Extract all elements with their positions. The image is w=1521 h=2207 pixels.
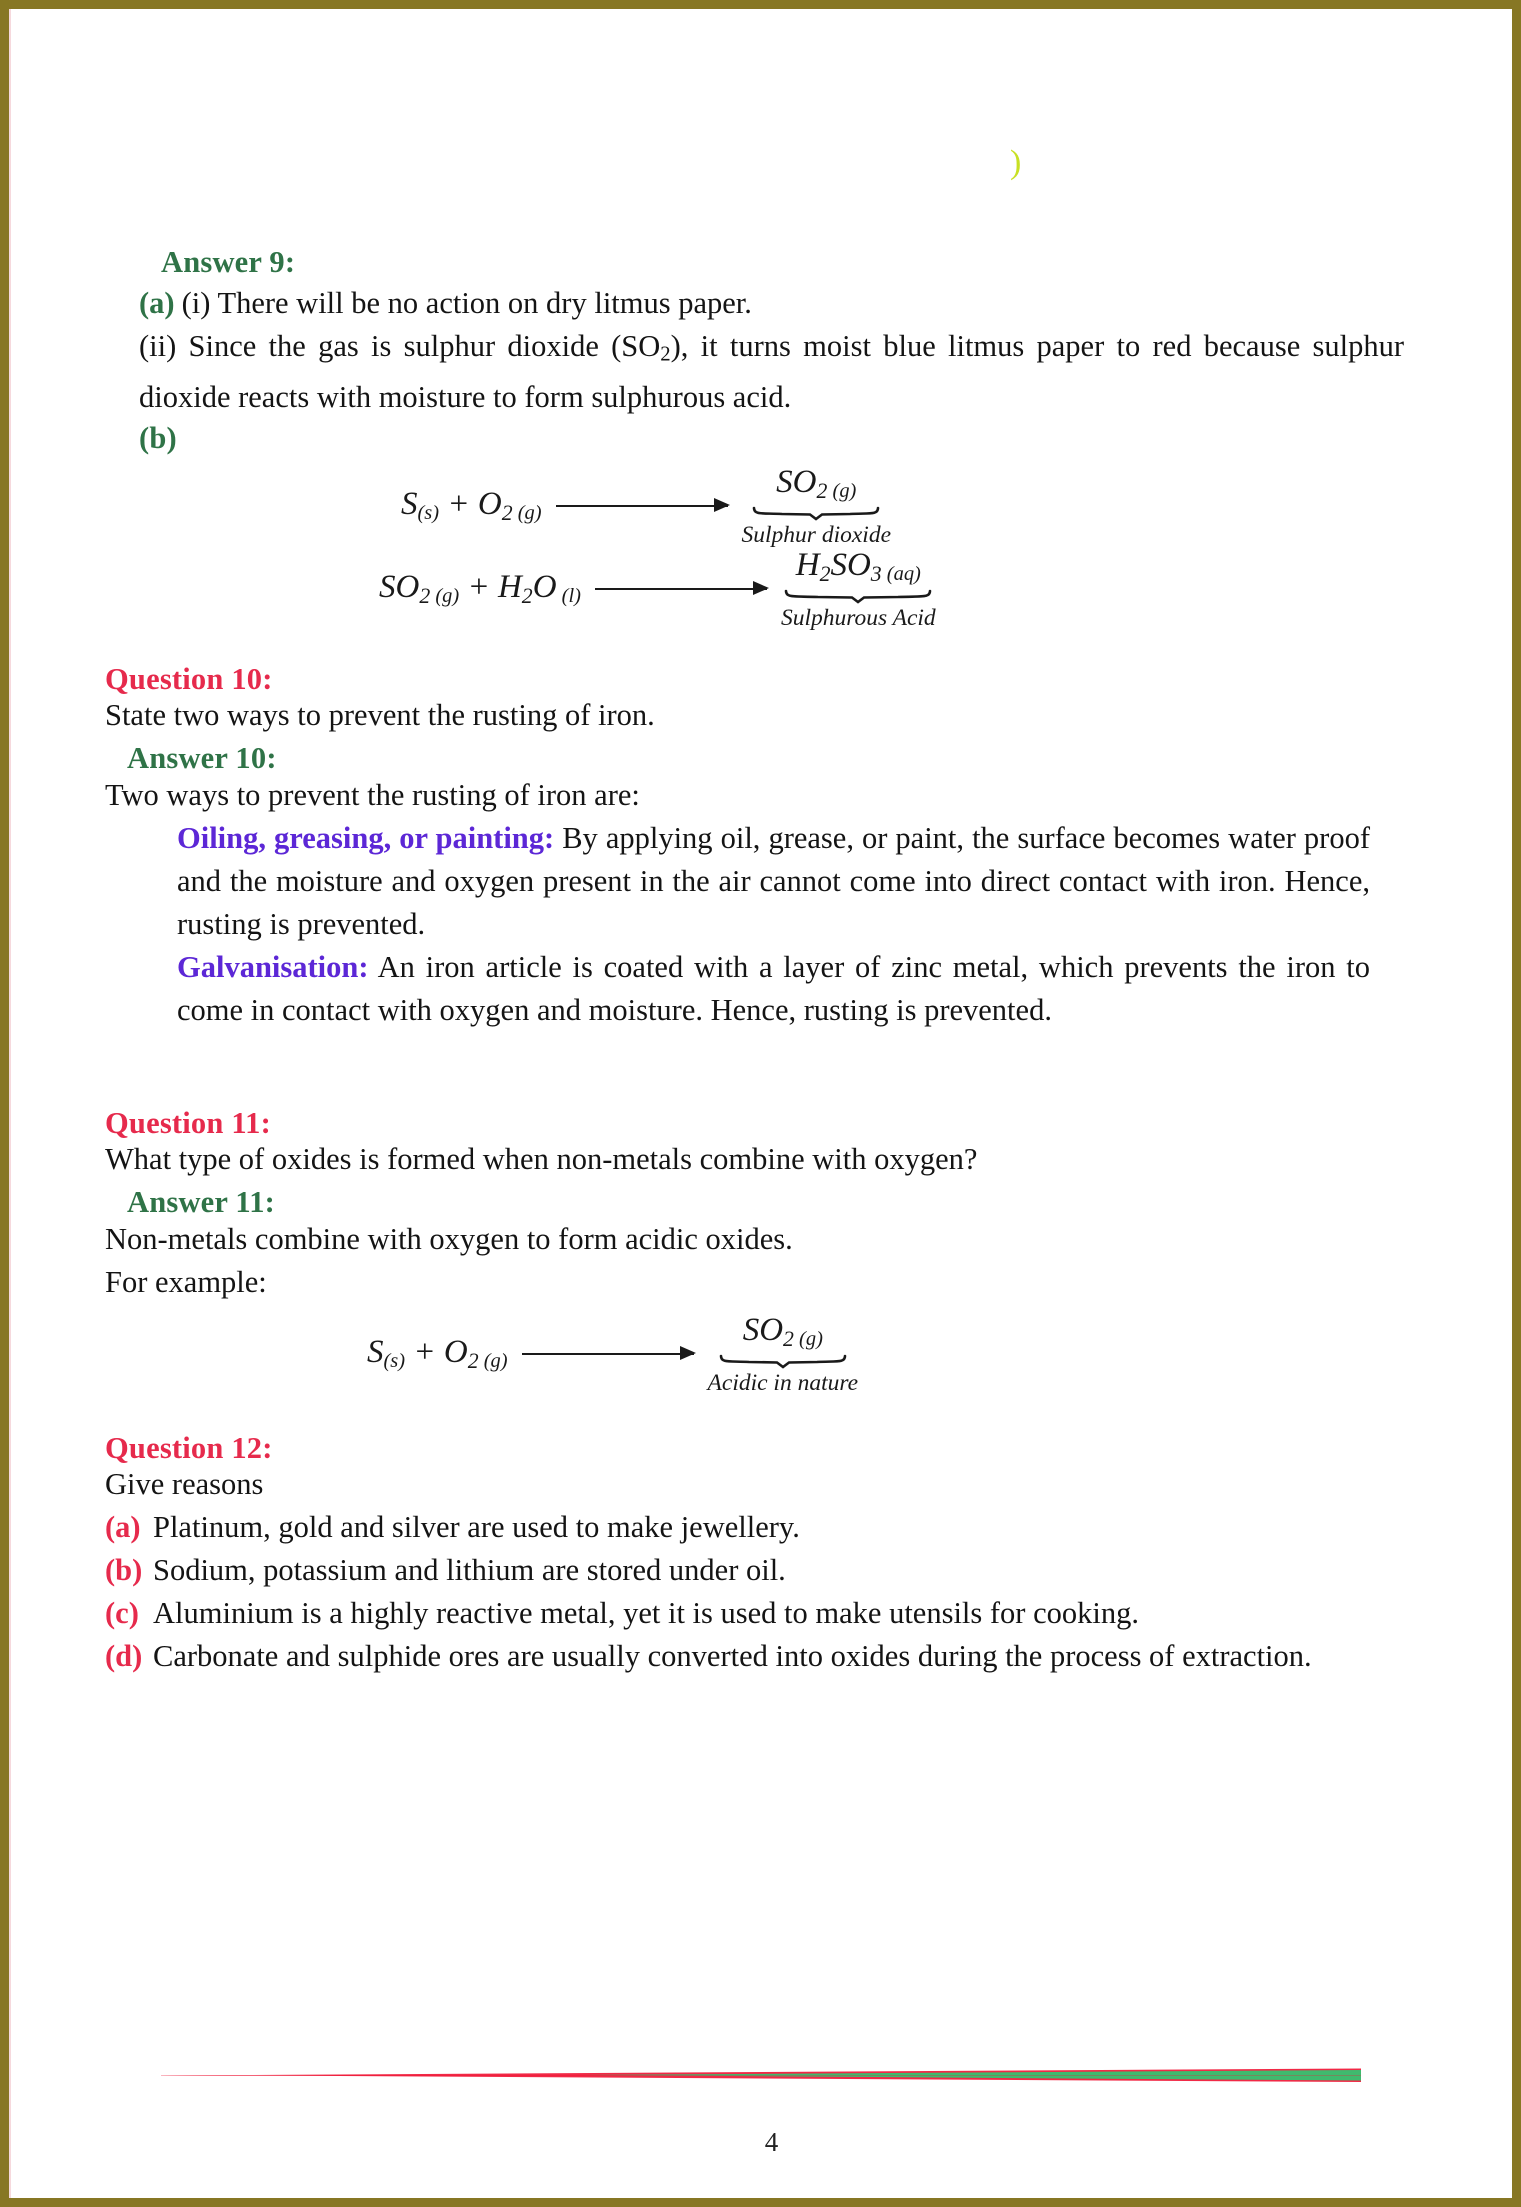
answer-9a-text1: (i) There will be no action on dry litmus paper. <box>181 285 752 320</box>
list-item <box>105 1635 1404 1678</box>
equation-2-product-formula: H2SO3 (aq) <box>795 546 921 586</box>
question-12-intro: Give reasons <box>105 1467 264 1502</box>
equation-3-caption: Acidic in nature <box>707 1369 859 1396</box>
equation-3-product <box>708 1312 859 1397</box>
answer-9b-label: (b) <box>139 421 177 456</box>
equation-3-product-formula: SO2 (g) <box>742 1311 823 1351</box>
answer-10-heading: Answer 10: <box>127 741 277 776</box>
answer-11-line2: For example: <box>105 1264 267 1299</box>
reaction-arrow-icon <box>595 588 767 590</box>
page-inner-frame <box>9 9 1512 2198</box>
equation-block-1 <box>401 464 1404 549</box>
footer-divider <box>161 2062 1361 2088</box>
list-item-text: Carbonate and sulphide ores are usually converted into oxides during the process of extraction. <box>153 1639 1312 1674</box>
equation-1-product <box>742 464 891 549</box>
list-item-text: Aluminium is a highly reactive metal, yet it is used to make utensils for cooking. <box>153 1596 1139 1631</box>
reaction-arrow-icon <box>522 1353 694 1355</box>
question-11-heading: Question 11: <box>105 1105 271 1140</box>
answer-9a-label: (a) <box>139 285 175 320</box>
list-item-marker: (c) <box>105 1596 139 1631</box>
equation-block-2 <box>379 547 1404 632</box>
equation-2-row <box>379 547 1404 632</box>
answer-10-point-1-text: By applying oil, grease, or paint, the surface becomes water proof and the moisture and oxygen present in the air cannot come into direct contact with iron. Hence, rusting is prevented. <box>177 820 1370 941</box>
equation-2-reactants: SO2 (g) + H2O (l) <box>379 569 581 609</box>
equation-1-row <box>401 464 1404 549</box>
equation-1-reactants: S(s) + O2 (g) <box>401 486 542 526</box>
equation-3-row <box>367 1312 1404 1397</box>
equation-2-product <box>781 547 936 632</box>
list-item <box>105 1592 1404 1635</box>
document-content <box>105 245 1404 1678</box>
answer-9a-subscript: 2 <box>660 343 671 366</box>
answer-9a-line2 <box>139 325 1404 420</box>
stray-mark: ) <box>1010 144 1022 181</box>
underbrace-icon <box>784 589 932 604</box>
question-11-text: What type of oxides is formed when non-metals combine with oxygen? <box>105 1142 978 1177</box>
reaction-arrow-icon <box>556 505 728 507</box>
answer-9a-text2-post: ), it turns moist blue litmus paper to red because sulphur dioxide reacts with moisture to form sulphurous acid. <box>139 328 1404 415</box>
answer-10-point-2-text: An iron article is coated with a layer of zinc metal, which prevents the iron to come in contact with oxygen and moisture. Hence, rusting is prevented. <box>177 949 1370 1027</box>
answer-10-intro: Two ways to prevent the rusting of iron are: <box>105 777 640 812</box>
question-12-heading: Question 12: <box>105 1430 273 1465</box>
list-item-marker: (a) <box>105 1510 141 1545</box>
answer-9a-text2-pre: (ii) Since the gas is sulphur dioxide (SO <box>139 328 661 363</box>
answer-10-point-1-keyword: Oiling, greasing, or painting: <box>177 820 555 855</box>
underbrace-icon <box>752 506 880 521</box>
list-item-text: Platinum, gold and silver are used to make jewellery. <box>153 1510 800 1545</box>
question-10-heading: Question 10: <box>105 661 273 696</box>
list-item-marker: (d) <box>105 1639 143 1674</box>
list-item-text: Sodium, potassium and lithium are stored under oil. <box>153 1553 786 1588</box>
list-item <box>105 1549 1404 1592</box>
underbrace-icon <box>719 1354 847 1369</box>
question-10-text: State two ways to prevent the rusting of iron. <box>105 698 655 733</box>
answer-10-point-1 <box>177 817 1370 946</box>
answer-10-point-2-keyword: Galvanisation: <box>177 949 369 984</box>
answer-11-heading: Answer 11: <box>127 1185 276 1220</box>
equation-2-caption: Sulphurous Acid <box>780 604 936 631</box>
page-number: 4 <box>764 2127 779 2157</box>
answer-9-heading: Answer 9: <box>161 245 296 279</box>
answer-9a-line1 <box>139 282 1404 325</box>
equation-3-reactants: S(s) + O2 (g) <box>367 1334 508 1374</box>
list-item <box>105 1506 1404 1549</box>
answer-11-line1: Non-metals combine with oxygen to form acidic oxides. <box>105 1221 793 1256</box>
equation-block-3 <box>367 1312 1404 1397</box>
list-item-marker: (b) <box>105 1553 143 1588</box>
question-12-list <box>105 1506 1404 1678</box>
equation-1-caption: Sulphur dioxide <box>741 521 891 548</box>
equation-1-product-formula: SO2 (g) <box>776 463 857 503</box>
answer-10-point-2 <box>177 946 1370 1032</box>
